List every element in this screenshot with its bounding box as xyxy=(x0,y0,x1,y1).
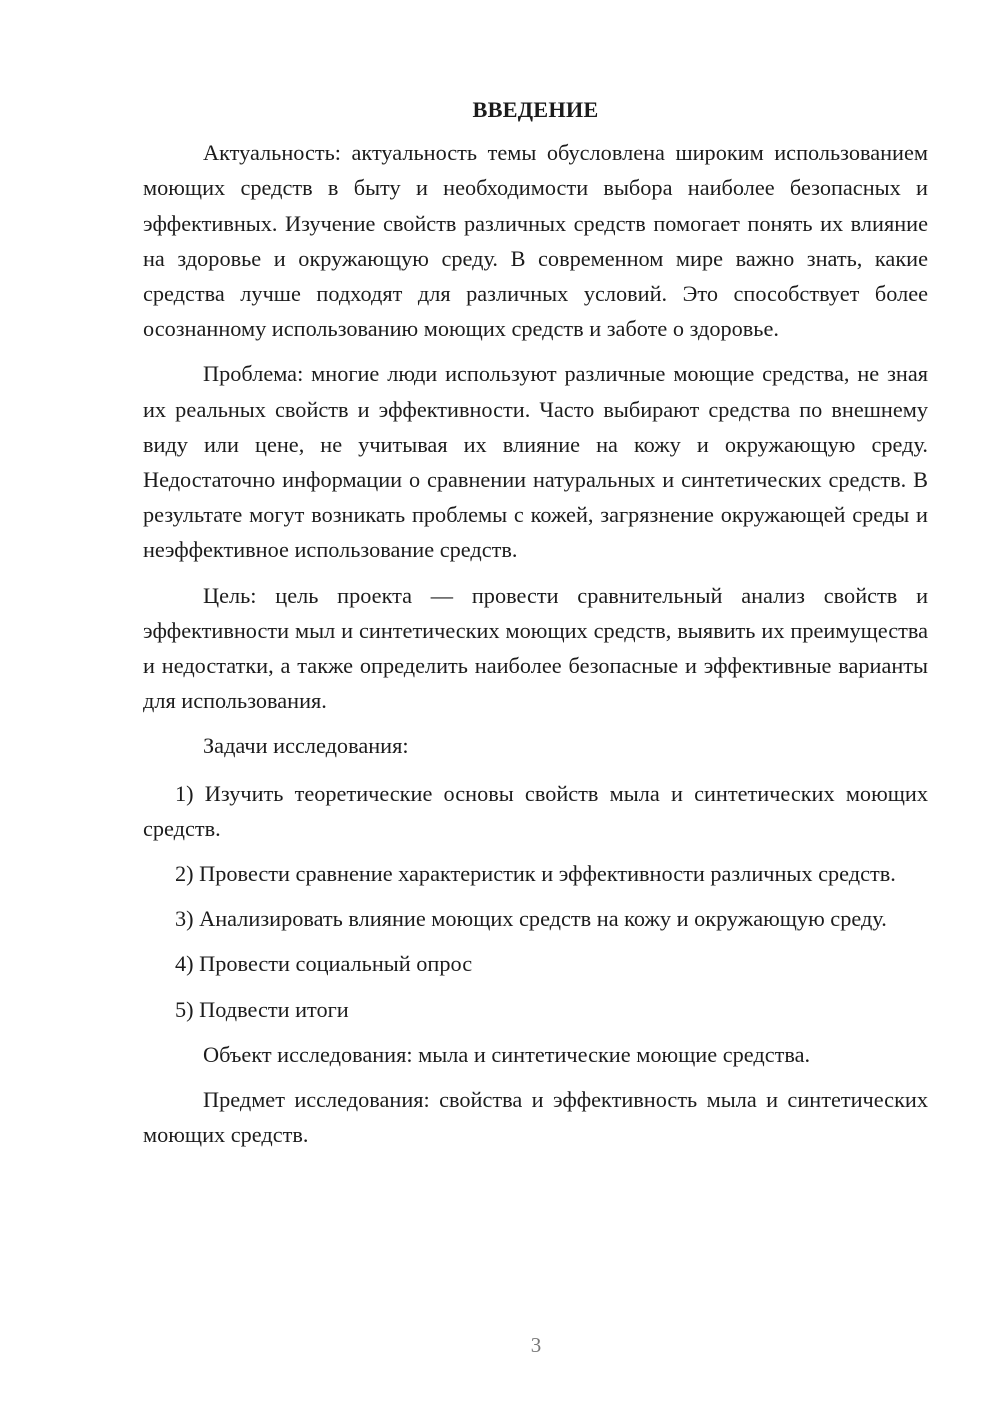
task-item-2: 2) Провести сравнение характеристик и эффективности различных средств. xyxy=(175,861,896,887)
document-page xyxy=(143,92,928,1162)
task-item-3: 3) Анализировать влияние моющих средств на кожу и окружающую среду. xyxy=(175,906,887,932)
paragraph-goal: Цель: цель проекта — провести сравнительный анализ свойств и эффективности мыл и синтетических моющих средств, выявить их преимущества и недостатки, а также определить наиболее безопасные и эффективные варианты для использования. xyxy=(143,582,928,714)
paragraph-relevance: Актуальность: актуальность темы обусловлена широким использованием моющих средств в быту и необходимости выбора наиболее безопасных и эффективных. Изучение свойств различных средств помогает понять их влияние на здоровье и окружающую среду. В современном мире важно знать, какие средства лучше подходят для различных условий. Это способствует более осознанному использованию моющих средств и заботе о здоровье. xyxy=(143,140,928,342)
paragraph-problem: Проблема: многие люди используют различные моющие средства, не зная их реальных свойств и эффективности. Часто выбирают средства по внешнему виду или цене, не учитывая их влияние на кожу и окружающую среду. Недостаточно информации о сравнении натуральных и синтетических средств. В результате могут возникать проблемы с кожей, загрязнение окружающей среды и неэффективное использование средств. xyxy=(143,361,928,563)
task-item-1: 1) Изучить теоретические основы свойств мыла и синтетических моющих средств. xyxy=(143,780,928,841)
page-number: 3 xyxy=(530,1333,542,1357)
tasks-heading: Задачи исследования: xyxy=(203,733,409,759)
paragraph-object: Объект исследования: мыла и синтетические моющие средства. xyxy=(203,1041,811,1067)
section-title: ВВЕДЕНИЕ xyxy=(472,97,599,122)
task-item-5: 5) Подвести итоги xyxy=(175,996,349,1022)
task-item-4: 4) Провести социальный опрос xyxy=(175,951,473,977)
paragraph-subject: Предмет исследования: свойства и эффективность мыла и синтетических моющих средств. xyxy=(143,1087,928,1148)
